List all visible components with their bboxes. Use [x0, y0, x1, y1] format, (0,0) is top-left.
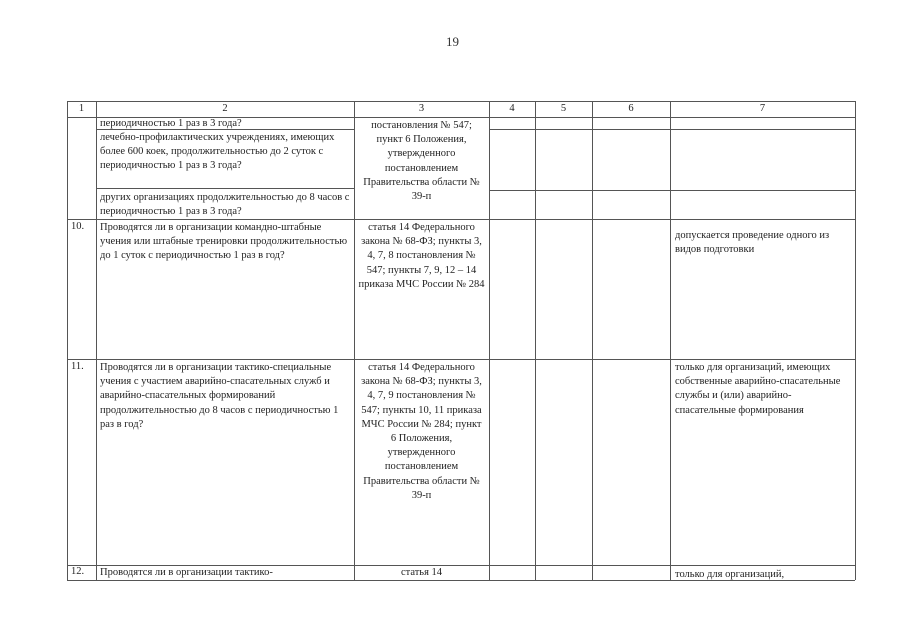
row9-question-cont: периодичностью 1 раз в 3 года? — [100, 118, 242, 129]
row10-note: допускается проведение одного из видов подготовки — [675, 230, 830, 256]
row11-note: только для организаций, имеющих собственные аварийно-спасательные службы и (или) аварийно-спасательные формирования — [675, 362, 841, 416]
row10-reference: статья 14 Федерального закона № 68-ФЗ; пункты 3, 4, 7, 8 постановления № 547; пункты 7, 9, 12 – 14 приказа МЧС России № 284 — [358, 222, 485, 290]
page-number: 19 — [446, 34, 459, 49]
col-header-1: 1 — [78, 103, 85, 114]
col-header-7: 7 — [759, 103, 766, 114]
checklist-table — [67, 101, 855, 580]
row10-number: 10. — [71, 221, 85, 232]
row9-sub-c: других организациях продолжительностью до 8 часов с периодичностью 1 раз в 3 года? — [100, 192, 350, 218]
col-header-3: 3 — [418, 103, 425, 114]
row12-number: 12. — [71, 566, 85, 577]
row12-reference: статья 14 — [400, 567, 443, 578]
col-header-4: 4 — [509, 103, 515, 114]
col-header-6: 6 — [628, 103, 634, 114]
row9-sub-b: лечебно-профилактических учреждениях, имеющих более 600 коек, продолжительностью до 2 суток с периодичностью 1 раз в 3 года? — [100, 132, 335, 172]
row11-reference: статья 14 Федерального закона № 68-ФЗ; пункты 3, 4, 7, 9 постановления № 547; пункты 10, 11 приказа МЧС России № 284; пункт 6 Положения, утвержденного постановлением Правительства области № 39-п — [361, 362, 482, 501]
row11-number: 11. — [71, 361, 84, 372]
row10-question: Проводятся ли в организации командно-штабные учения или штабные тренировки продолжительностью до 1 суток с периодичностью 1 раз в год? — [100, 222, 348, 262]
row11-question: Проводятся ли в организации тактико-специальные учения с участием аварийно-спасательных служб и аварийно-спасательных формирований продолжительностью до 8 часов с периодичностью 1 раз в год? — [100, 362, 339, 430]
col-header-5: 5 — [560, 103, 567, 114]
row12-note: только для организаций, — [675, 569, 785, 580]
row9-reference: постановления № 547; пункт 6 Положения, утвержденного постановлением Правительства области № 39-п — [363, 120, 480, 203]
row12-question: Проводятся ли в организации тактико- — [100, 567, 273, 578]
col-header-2: 2 — [222, 103, 228, 114]
